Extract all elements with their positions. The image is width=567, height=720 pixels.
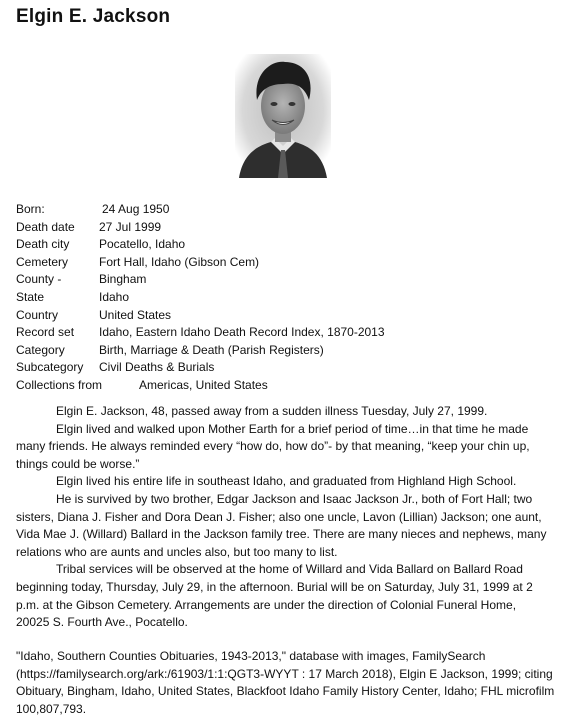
page-title: Elgin E. Jackson (16, 6, 171, 27)
portrait-photo (235, 54, 331, 178)
fact-label: Death city (16, 237, 70, 252)
fact-value: 27 Jul 1999 (99, 219, 162, 234)
fact-value: Bingham (99, 272, 147, 287)
fact-label: Born: (16, 202, 45, 216)
fact-label: Country (16, 307, 59, 322)
fact-value: Civil Deaths & Burials (99, 360, 215, 375)
fact-label: State (16, 289, 45, 304)
obituary-paragraph: Elgin lived his entire life in southeast Idaho, and graduated from Highland High School. (56, 474, 517, 489)
source-citation: "Idaho, Southern Counties Obituaries, 1943-2013," database with images, FamilySearch (https://familysearch.org/ark:/61903/1:1:QGT3-WYYT : 17 March 2018), Elgin E Jackson, 1999; citing Obituary, Bingham, Idaho, United States, Blackfoot Idaho Family History Center, Idaho; FHL microfilm 100,807,793. (16, 649, 555, 716)
fact-value: Birth, Marriage & Death (Parish Registers) (99, 342, 324, 357)
fact-label: Record set (16, 325, 75, 340)
fact-value: United States (99, 307, 172, 322)
fact-label: Subcategory (16, 360, 84, 375)
fact-value: Pocatello, Idaho (99, 237, 186, 252)
fact-value: Fort Hall, Idaho (Gibson Cem) (99, 254, 260, 269)
fact-value: Idaho, Eastern Idaho Death Record Index, 1870-2013 (99, 325, 385, 340)
obituary-paragraph: He is survived by two brother, Edgar Jackson and Isaac Jackson Jr., both of Fort Hall; two sisters, Diana J. Fisher and Dora Dean J. Fisher; also one uncle, Lavon (Lillian) Jackson; one aunt, Vida Mae J. (Willard) Ballard in the Jackson family tree. There are many nieces and nephews, many relations who are aunts and uncles also, but too many to list. (16, 491, 547, 559)
fact-label: Collections from (16, 377, 103, 392)
fact-label: County - (16, 272, 62, 287)
obituary-paragraph: Tribal services will be observed at the home of Willard and Vida Ballard on Ballard Road beginning today, Thursday, July 29, in the afternoon. Burial will be on Saturday, July 31, 1999 at 2 p.m. at the Gibson Cemetery. Arrangements are under the direction of Colonial Funeral Home, 20025 S. Fourth Ave., Pocatello. (16, 562, 533, 630)
fact-label: Death date (16, 219, 75, 234)
fact-value: Idaho (99, 289, 130, 304)
obituary-text (16, 403, 552, 632)
obituary-paragraph: Elgin E. Jackson, 48, passed away from a sudden illness Tuesday, July 27, 1999. (56, 404, 488, 418)
fact-label: Cemetery (16, 254, 69, 269)
fact-label: Category (16, 342, 65, 357)
fact-value: Americas, United States (139, 377, 268, 392)
obituary-paragraph: Elgin lived and walked upon Mother Earth for a brief period of time…in that time he made many friends. He always reminded every “how do, how do”- by that meaning, “keep your chin up, things could be worse.” (16, 421, 530, 471)
fact-value: 24 Aug 1950 (102, 202, 170, 216)
